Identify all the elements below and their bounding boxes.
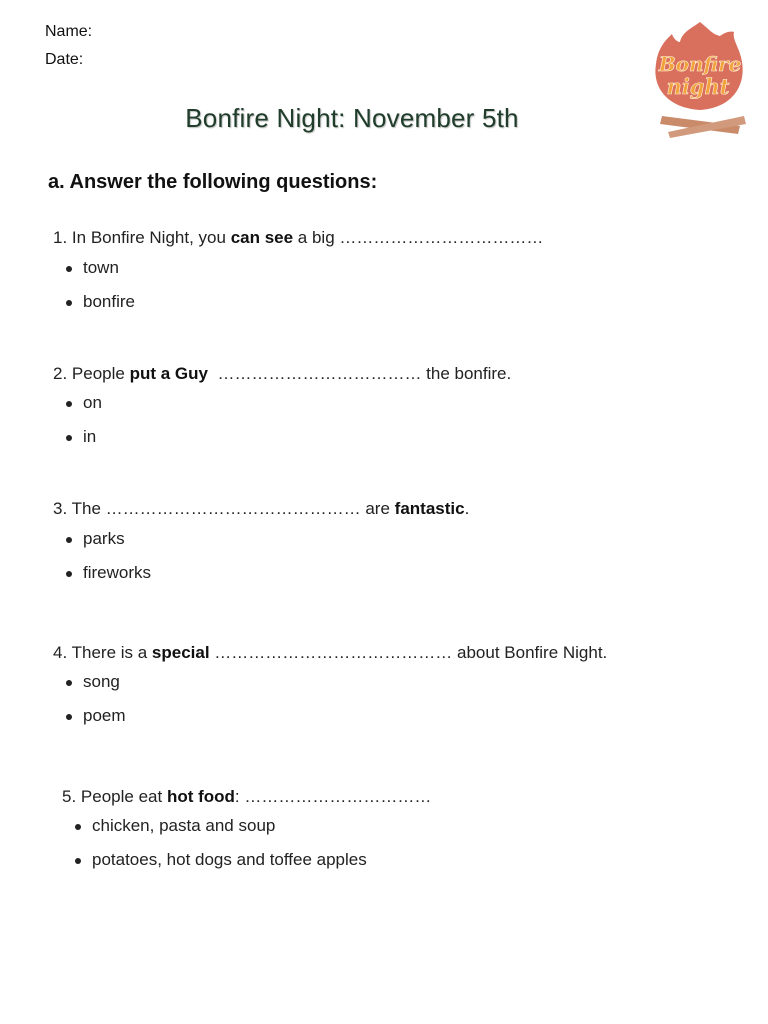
question-number: 2. xyxy=(53,364,68,383)
question-4 xyxy=(53,643,607,663)
question-keyword: hot food xyxy=(166,787,235,806)
question-keyword: put a Guy xyxy=(129,364,208,383)
question-keyword: can see xyxy=(230,228,294,247)
question-5 xyxy=(62,787,431,807)
answer-options-5 xyxy=(62,816,367,884)
question-number: 1. xyxy=(53,228,68,247)
question-2 xyxy=(53,364,511,384)
name-label: Name: xyxy=(45,23,93,40)
logo-line2: night xyxy=(666,74,730,99)
question-text-post: . xyxy=(464,499,470,518)
option-item: in xyxy=(53,427,102,461)
option-item: potatoes, hot dogs and toffee apples xyxy=(62,850,367,884)
question-text-post: a big ……………………………… xyxy=(293,228,544,247)
question-text-post: ……………………………… the bonfire. xyxy=(208,364,512,383)
question-1 xyxy=(53,228,543,248)
option-item: poem xyxy=(53,706,126,740)
option-item: chicken, pasta and soup xyxy=(62,816,367,850)
option-item: on xyxy=(53,393,102,427)
question-keyword: special xyxy=(151,643,210,662)
question-text-post: : …………………………… xyxy=(234,787,432,806)
question-text-pre: There is a xyxy=(71,643,152,662)
option-item: town xyxy=(53,258,135,292)
option-item: parks xyxy=(53,529,151,563)
question-number: 3. xyxy=(53,499,68,518)
answer-options-2 xyxy=(53,393,102,461)
answer-options-4 xyxy=(53,672,126,740)
date-label: Date: xyxy=(45,51,84,68)
option-item: song xyxy=(53,672,126,706)
section-heading: a. Answer the following questions: xyxy=(48,171,378,193)
question-text-post: …………………………………… about Bonfire Night. xyxy=(209,643,608,662)
answer-options-3 xyxy=(53,529,151,597)
question-3 xyxy=(53,499,469,519)
question-text-pre: People eat xyxy=(80,787,167,806)
question-text-pre: The ……………………………………… are xyxy=(71,499,395,518)
question-number: 4. xyxy=(53,643,68,662)
option-item: bonfire xyxy=(53,292,135,326)
question-text-pre: People xyxy=(71,364,130,383)
logo-line1: Bonfire xyxy=(658,52,742,76)
answer-options-1 xyxy=(53,258,135,326)
page-title: Bonfire Night: November 5th xyxy=(185,103,519,133)
option-item: fireworks xyxy=(53,563,151,597)
question-number: 5. xyxy=(62,787,77,806)
question-keyword: fantastic xyxy=(394,499,465,518)
question-text-pre: In Bonfire Night, you xyxy=(71,228,231,247)
